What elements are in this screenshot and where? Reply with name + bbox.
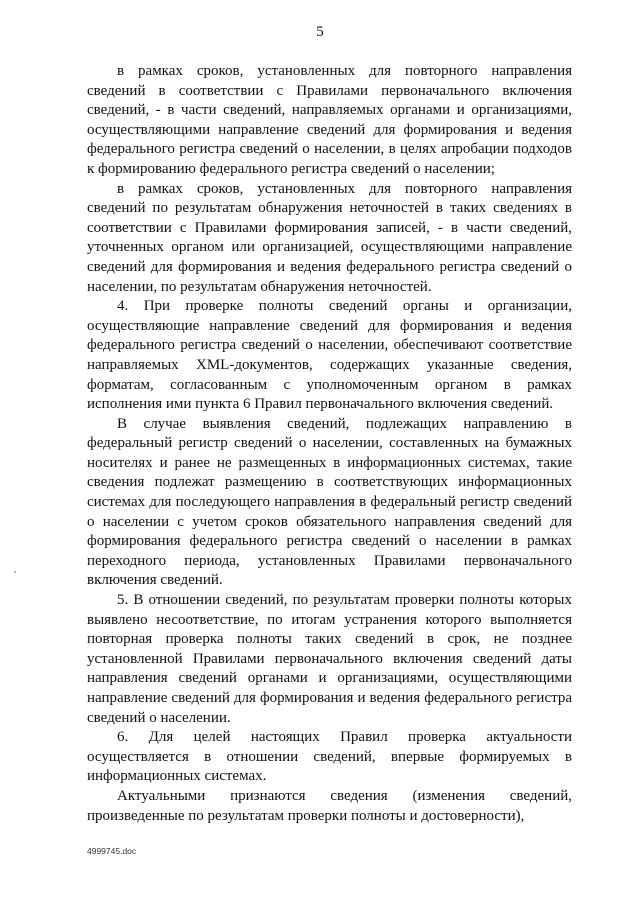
paragraph-2: в рамках сроков, установленных для повторного направления сведений по результатам обнаружения неточностей в таких сведениях в соответствии с Правилами формирования записей, - в части сведений, уточненных органом или организацией, осуществляющими направление сведений для формирования и ведения федерального регистра сведений о населении, по результатам обнаружения неточностей. xyxy=(87,180,572,295)
paragraph-1: в рамках сроков, установленных для повторного направления сведений в соответствии с Правилами первоначального включения сведений, - в части сведений, направляемых органами и организациями, осуществляющими направление сведений для формирования и ведения федерального регистра сведений о населении, в целях апробации подходов к формированию федерального регистра сведений о населении; xyxy=(87,63,572,177)
paragraph-3: 4. При проверке полноты сведений органы и организации, осуществляющие направление сведений для формирования и ведения федерального регистра сведений о населении, обеспечивают соответствие направляемых XML-документов, содержащих указанные сведения, форматам, согласованным с уполномоченным органом в рамках исполнения ими пункта 6 Правил первоначального включения сведений. xyxy=(87,298,572,413)
margin-mark xyxy=(14,571,16,573)
paragraph-5: 5. В отношении сведений, по результатам проверки полноты которых выявлено несоответствие, по итогам устранения которого выполняется повторная проверка полноты таких сведений в срок, не позднее установленной Правилами первоначального включения сведений даты направления сведений органами и организациями, осуществляющими направление сведений для формирования и ведения федерального регистра сведений о населении. xyxy=(87,592,572,726)
page-number: 5 xyxy=(316,24,324,40)
paragraph-6: 6. Для целей настоящих Правил проверка актуальности осуществляется в отношении сведений, впервые формируемых в информационных системах. xyxy=(87,729,572,785)
paragraph-7: Актуальными признаются сведения (изменения сведений, произведенные по результатам проверки полноты и достоверности), xyxy=(87,787,572,824)
paragraph-4: В случае выявления сведений, подлежащих направлению в федеральный регистр сведений о населении, составленных на бумажных носителях и ранее не размещенных в информационных системах, такие сведения подлежат размещению в соответствующих информационных системах для последующего направления в федеральный регистр сведений о населении с учетом сроков обязательного направления сведений для формирования федерального регистра сведений о населении в рамках переходного периода, установленных Правилами первоначального включения сведений. xyxy=(87,415,572,589)
document-body xyxy=(87,62,572,826)
footer-file-name: 4999745.doc xyxy=(87,846,137,856)
